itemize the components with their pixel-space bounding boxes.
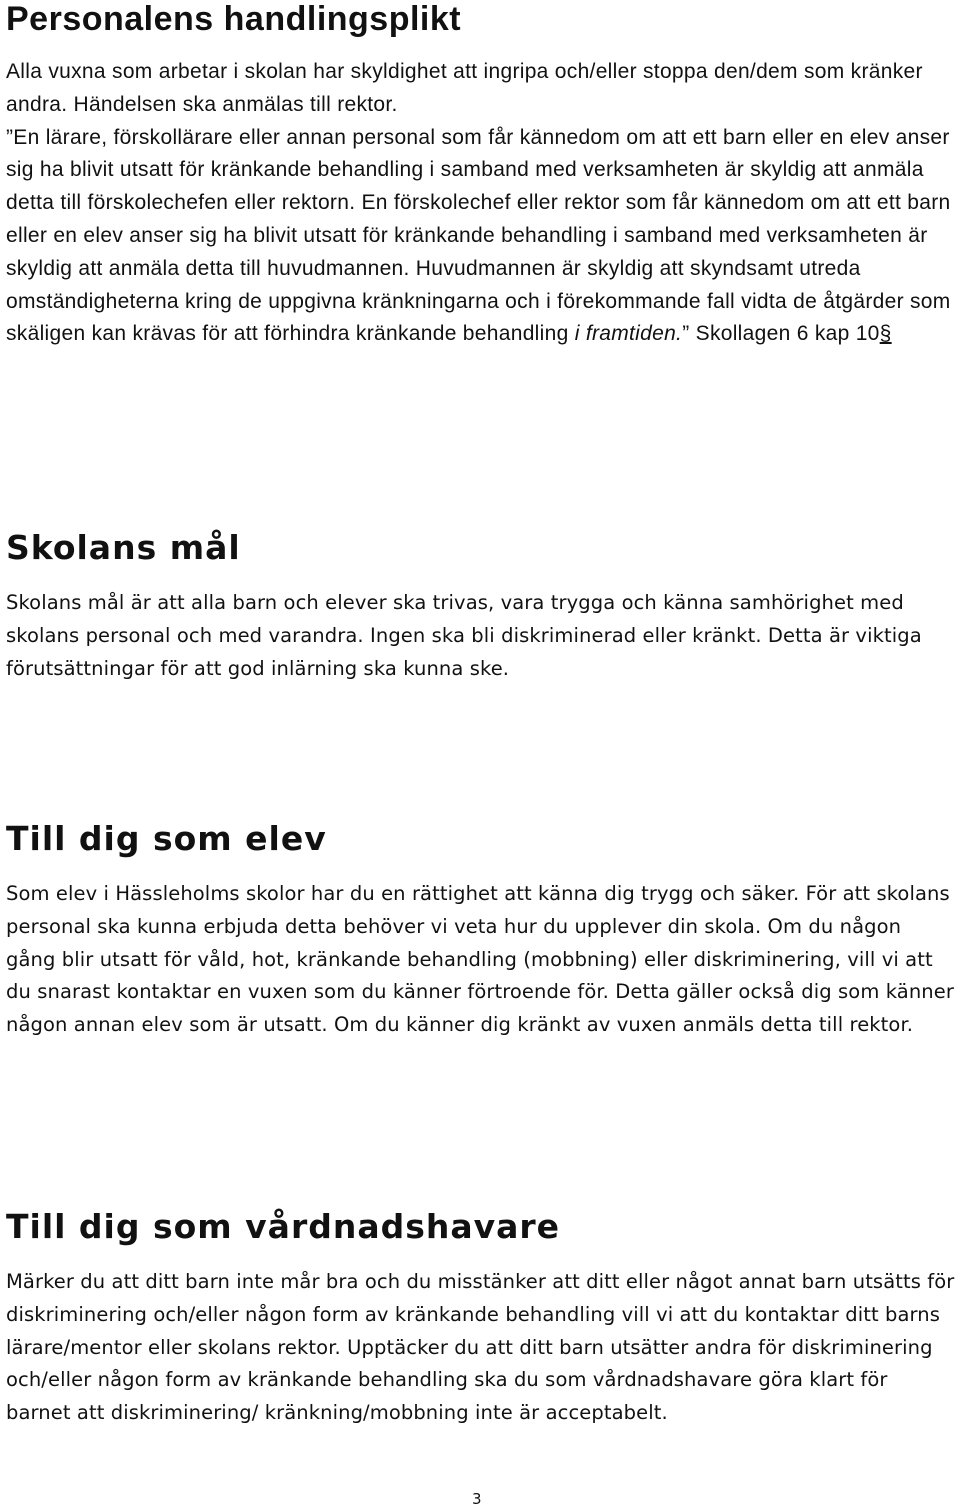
quote-part-a: ”En lärare, förskollärare eller annan personal som får kännedom om att ett barn eller en elev anser sig ha blivit utsatt för kränkande behandling i samband med verksamheten är skyldig att anmäla detta till förskolechefen eller rektorn. [6,125,950,215]
paragraph-till-dig-som-elev: Som elev i Hässleholms skolor har du en rättighet att känna dig trygg och säker. För att skolans personal ska kunna erbjuda detta behöver vi veta hur du upplever din skola. Om du någon gång blir utsatt för våld, hot, kränkande behandling (mobbning) eller diskriminering, vill vi att du snarast kontaktar en vuxen som du känner förtroende för. Detta gäller också dig som känner någon annan elev som är utsatt. Om du känner dig kränkt av vuxen anmäls detta till rektor. [6,882,954,1037]
quote-italic: i framtiden. [574,322,683,346]
paragraph-intro [6,56,956,122]
section-sign: § [879,322,892,346]
section-till-dig-som-elev [6,819,956,1042]
intro-text: Alla vuxna som arbetar i skolan har skyldighet att ingripa och/eller stoppa den/dem som kränker andra. Händelsen ska anmälas till rektor. [6,60,923,116]
heading-till-dig-som-elev: Till dig som elev [6,819,327,858]
quote-end: ” Skollagen 6 kap 10 [682,322,880,346]
paragraph-law-quote [6,122,956,352]
heading-till-dig-som-vardnadshavare: Till dig som vårdnadshavare [6,1207,561,1246]
heading-skolans-mal: Skolans mål [6,528,241,567]
section-skolans-mal [6,528,956,685]
page-number: 3 [472,1490,482,1508]
paragraph-skolans-mal: Skolans mål är att alla barn och elever ska trivas, vara trygga och känna samhörighet med skolans personal och med varandra. Ingen ska bli diskriminerad eller kränkt. Detta är viktiga förutsättningar för att god inlärning ska kunna ske. [6,591,922,680]
heading-personalens-handlingsplikt: Personalens handlingsplikt [6,0,462,38]
section-personalens-handlingsplikt [6,0,956,351]
quote-part-b: En förskolechef eller rektor som får kännedom om att ett barn eller en elev anser sig ha blivit utsatt för kränkande behandling i samband med verksamheten är skyldig att anmäla detta till huvudmannen. Huvudmannen är skyldig att skyndsamt utreda omständigheterna kring de uppgivna kränkningarna och i förekommande fall vidta de åtgärder som skäligen kan krävas för att förhindra kränkande behandling [6,191,951,346]
section-till-dig-som-vardnadshavare [6,1207,956,1430]
paragraph-till-dig-som-vardnadshavare: Märker du att ditt barn inte mår bra och du misstänker att ditt eller något annat barn utsätts för diskriminering och/eller någon form av kränkande behandling vill vi att du kontaktar ditt barns lärare/mentor eller skolans rektor. Upptäcker du att ditt barn utsätter andra för diskriminering och/eller någon form av kränkande behandling ska du som vårdnadshavare göra klart för barnet att diskriminering/ kränkning/mobbning inte är acceptabelt. [6,1270,955,1425]
